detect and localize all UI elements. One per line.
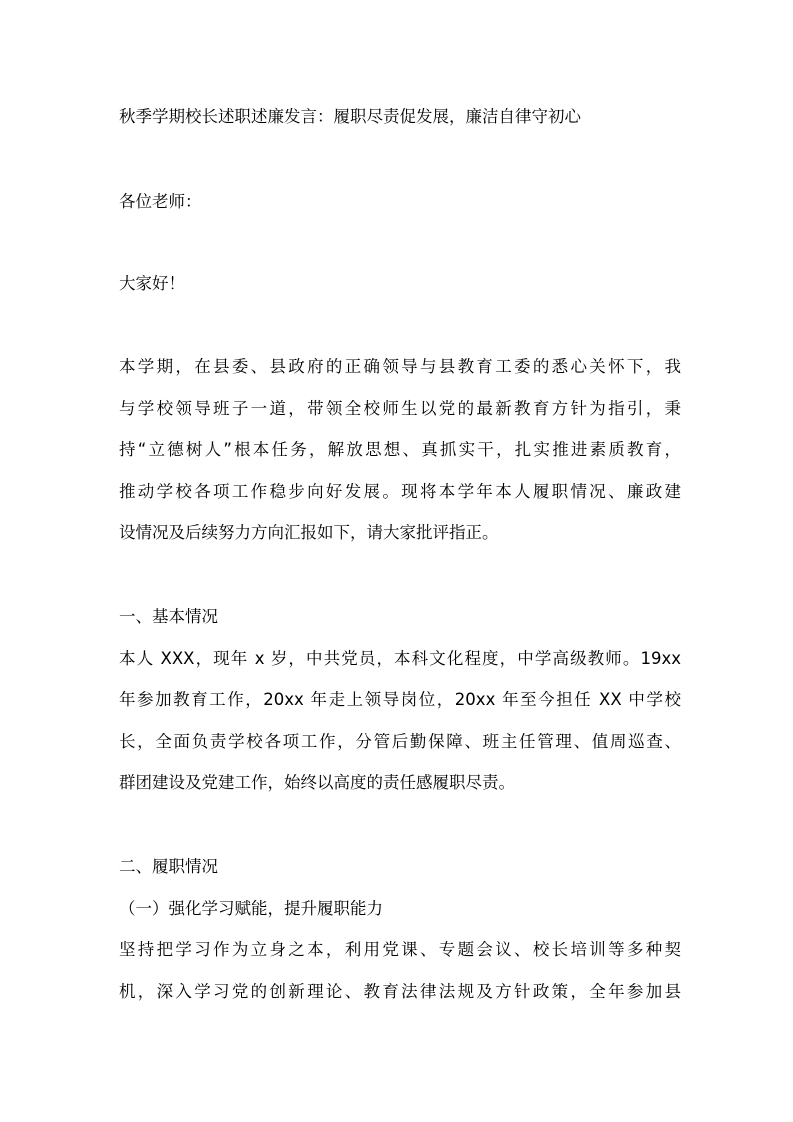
document-title: 秋季学期校长述职述廉发言：履职尽责促发展，廉洁自律守初心 bbox=[119, 107, 581, 126]
paragraph-line: 与学校领导班子一道，带领全校师生以党的最新教育方针为指引，秉 bbox=[119, 399, 681, 418]
paragraph-line: 长，全面负责学校各项工作，分管后勤保障、班主任管理、值周巡查、 bbox=[119, 732, 681, 751]
salutation: 各位老师： bbox=[119, 192, 202, 211]
paragraph-line: 坚持把学习作为立身之本，利用党课、专题会议、校长培训等多种契 bbox=[119, 940, 681, 959]
paragraph-line: 推动学校各项工作稳步向好发展。现将本学年本人履职情况、廉政建 bbox=[119, 482, 681, 501]
paragraph-line: 本人 XXX，现年 x 岁，中共党员，本科文化程度，中学高级教师。19xx bbox=[119, 649, 681, 668]
subsection-heading: （一）强化学习赋能，提升履职能力 bbox=[119, 899, 383, 918]
section-heading: 二、履职情况 bbox=[119, 857, 218, 876]
paragraph-line: 机，深入学习党的创新理论、教育法律法规及方针政策，全年参加县 bbox=[119, 982, 681, 1001]
paragraph-line: 群团建设及党建工作，始终以高度的责任感履职尽责。 bbox=[119, 773, 515, 792]
greeting: 大家好！ bbox=[119, 274, 185, 293]
paragraph-line: 持“立德树人”根本任务，解放思想、真抓实干，扎实推进素质教育， bbox=[119, 440, 681, 459]
paragraph-line: 年参加教育工作，20xx 年走上领导岗位，20xx 年至今担任 XX 中学校 bbox=[119, 690, 681, 709]
section-heading: 一、基本情况 bbox=[119, 607, 218, 626]
paragraph-line: 本学期，在县委、县政府的正确领导与县教育工委的悉心关怀下，我 bbox=[119, 357, 681, 376]
paragraph-line: 设情况及后续努力方向汇报如下，请大家批评指正。 bbox=[119, 523, 499, 542]
